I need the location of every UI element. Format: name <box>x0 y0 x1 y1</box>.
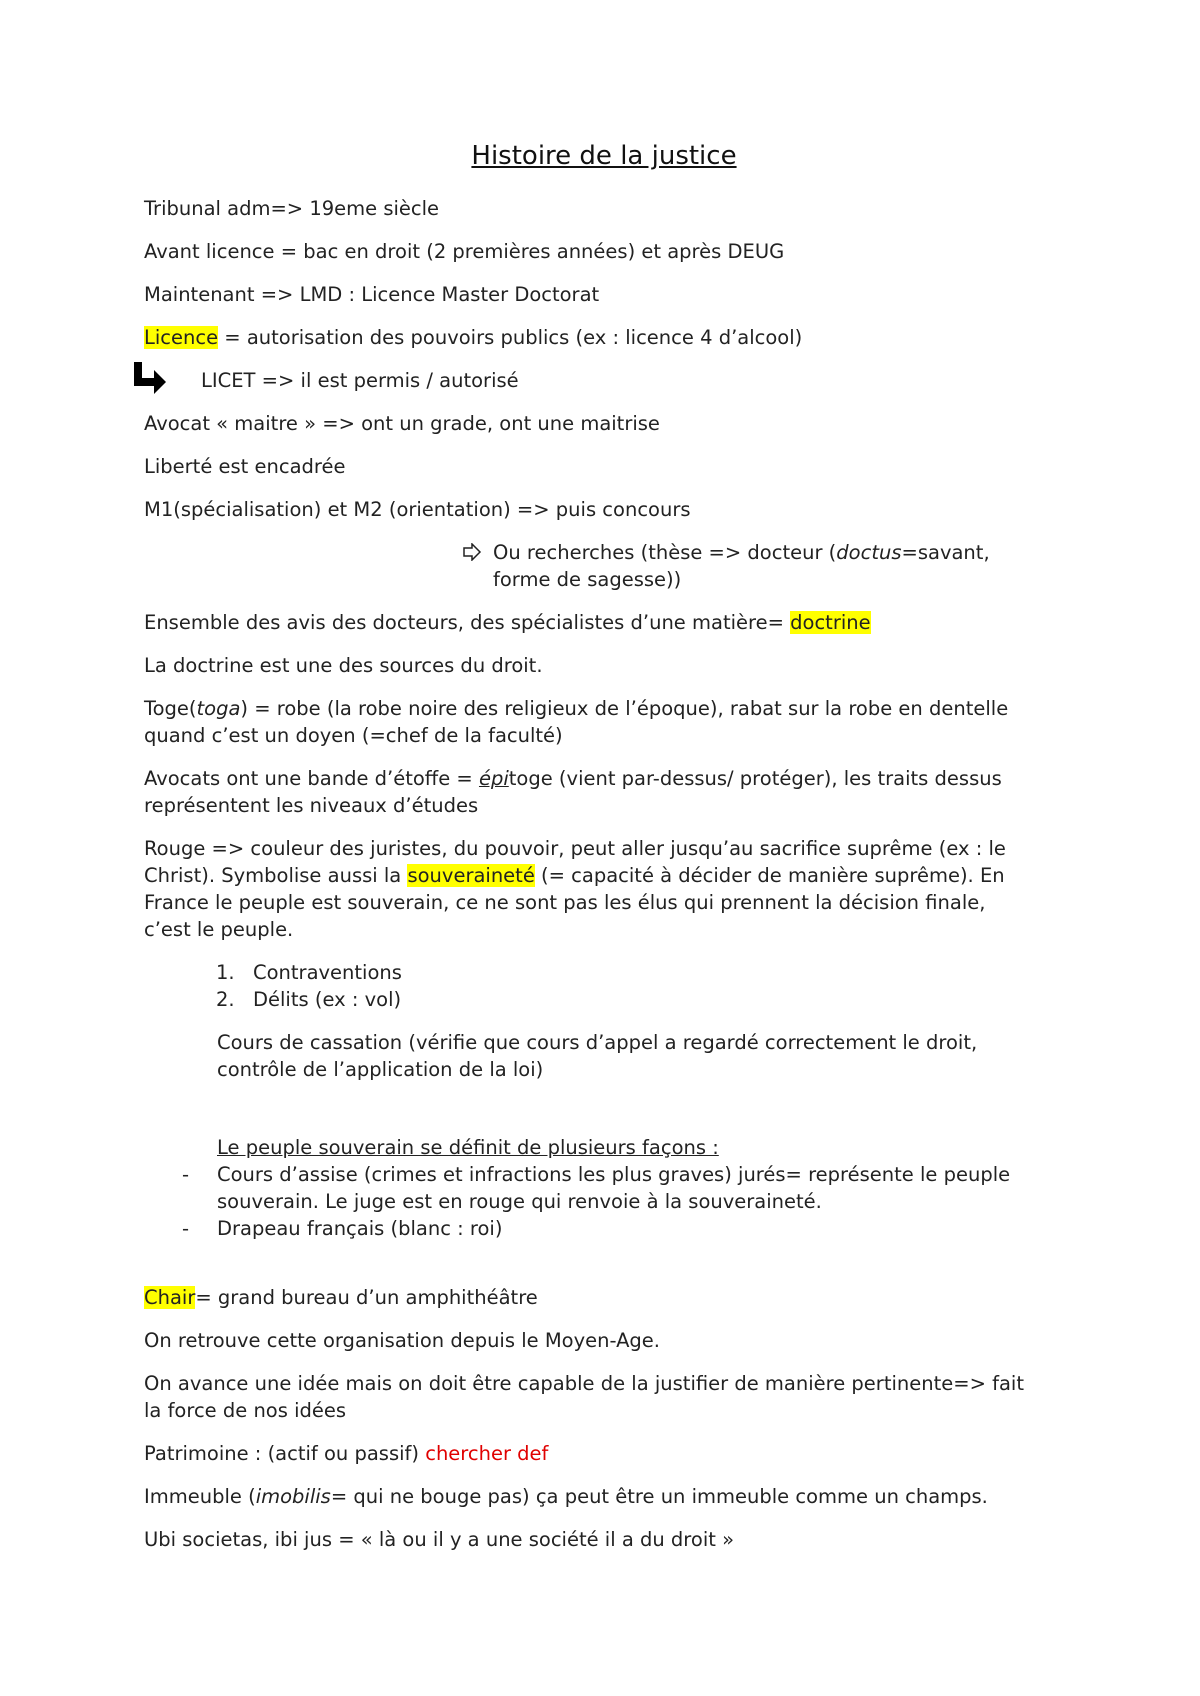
line-toge: Toge(toga) = robe (la robe noire des religieux de l’époque), rabat sur la robe en dentelle <box>144 697 1009 720</box>
line-epitoge-2: représentent les niveaux d’études <box>144 794 479 817</box>
line-drapeau: Drapeau français (blanc : roi) <box>217 1217 503 1240</box>
line-rouge-3: France le peuple est souverain, ce ne sont pas les élus qui prennent la décision finale, <box>144 891 986 914</box>
line-chair: Chair= grand bureau d’un amphithéâtre <box>144 1286 538 1309</box>
page-title: Histoire de la justice <box>471 141 737 171</box>
line-doctrine-source: La doctrine est une des sources du droit. <box>144 654 543 677</box>
line-immeuble: Immeuble (imobilis= qui ne bouge pas) ça peut être un immeuble comme un champs. <box>144 1485 988 1508</box>
list-number-2: 2. <box>216 988 235 1011</box>
line-rouge-4: c’est le peuple. <box>144 918 294 941</box>
highlight-licence: Licence <box>144 326 219 349</box>
line-cassation: Cours de cassation (vérifie que cours d’appel a regardé correctement le droit, <box>217 1031 978 1054</box>
line-avant-licence: Avant licence = bac en droit (2 premières années) et après DEUG <box>144 240 785 263</box>
line-cours-assise-2: souverain. Le juge est en rouge qui renvoie à la souveraineté. <box>217 1190 822 1213</box>
line-moyen-age: On retrouve cette organisation depuis le Moyen-Age. <box>144 1329 660 1352</box>
line-idee-2: la force de nos idées <box>144 1399 347 1422</box>
line-idee: On avance une idée mais on doit être capable de la justifier de manière pertinente=> fait <box>144 1372 1024 1395</box>
hollow-right-arrow-icon <box>462 543 482 561</box>
line-sagesse: forme de sagesse)) <box>493 568 682 591</box>
highlight-doctrine: doctrine <box>790 611 871 634</box>
line-ensemble: Ensemble des avis des docteurs, des spécialistes d’une matière= doctrine <box>144 611 871 634</box>
line-epitoge: Avocats ont une bande d’étoffe = épitoge (vient par-dessus/ protéger), les traits dessus <box>144 767 1002 790</box>
list-item-delits: Délits (ex : vol) <box>253 988 402 1011</box>
line-patrimoine: Patrimoine : (actif ou passif) chercher def <box>144 1442 549 1465</box>
bullet-dash-1: - <box>182 1163 190 1186</box>
line-licet: LICET => il est permis / autorisé <box>201 369 519 392</box>
line-toge-2: quand c’est un doyen (=chef de la faculté) <box>144 724 563 747</box>
bent-arrow-icon <box>132 362 168 394</box>
line-licence: Licence = autorisation des pouvoirs publics (ex : licence 4 d’alcool) <box>144 326 803 349</box>
line-liberte: Liberté est encadrée <box>144 455 346 478</box>
line-rouge: Rouge => couleur des juristes, du pouvoir, peut aller jusqu’au sacrifice suprême (ex : le <box>144 837 1006 860</box>
line-avocat: Avocat « maitre » => ont un grade, ont une maitrise <box>144 412 660 435</box>
line-cassation-2: contrôle de l’application de la loi) <box>217 1058 544 1081</box>
line-tribunal: Tribunal adm=> 19eme siècle <box>144 197 440 220</box>
line-m1-m2: M1(spécialisation) et M2 (orientation) => puis concours <box>144 498 691 521</box>
bullet-dash-2: - <box>182 1217 190 1240</box>
line-cours-assise: Cours d’assise (crimes et infractions les plus graves) jurés= représente le peuple <box>217 1163 1011 1186</box>
line-ubi-societas: Ubi societas, ibi jus = « là ou il y a une société il a du droit » <box>144 1528 735 1551</box>
highlight-souverainete: souveraineté <box>407 864 535 887</box>
list-item-contraventions: Contraventions <box>253 961 402 984</box>
red-note: chercher def <box>425 1442 549 1465</box>
line-maintenant: Maintenant => LMD : Licence Master Doctorat <box>144 283 600 306</box>
line-rouge-2: Christ). Symbolise aussi la souveraineté (= capacité à décider de manière suprême). En <box>144 864 1005 887</box>
line-recherches: Ou recherches (thèse => docteur (doctus=savant, <box>493 541 990 564</box>
list-number-1: 1. <box>216 961 235 984</box>
line-peuple-souverain: Le peuple souverain se définit de plusieurs façons : <box>217 1136 719 1159</box>
highlight-chair: Chair <box>144 1286 196 1309</box>
